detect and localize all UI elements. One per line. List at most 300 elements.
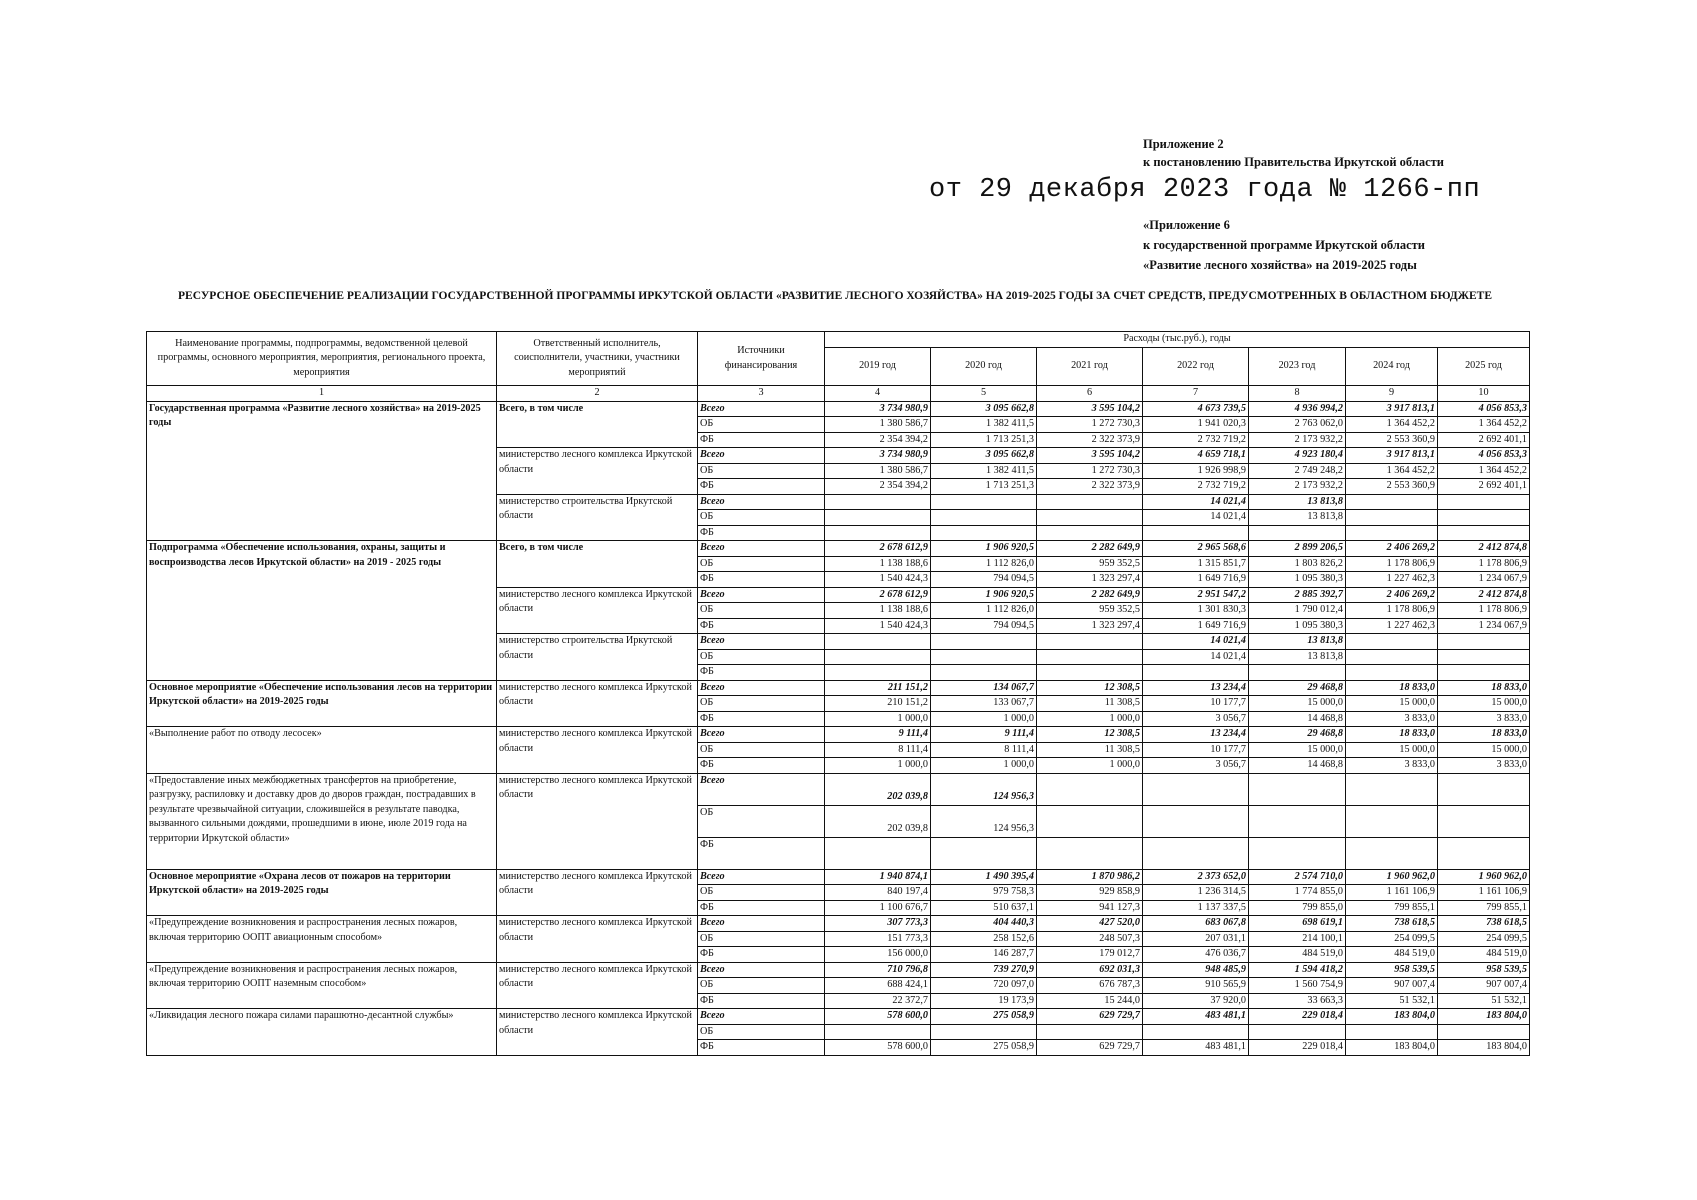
expense-value: 18 833,0 — [1438, 680, 1530, 696]
expense-value: 1 649 716,9 — [1143, 618, 1249, 634]
expense-value: 484 519,0 — [1438, 947, 1530, 963]
expense-value — [1346, 805, 1438, 837]
expense-value — [1438, 525, 1530, 541]
expense-value: 275 058,9 — [931, 1009, 1037, 1025]
expense-value — [1438, 805, 1530, 837]
expense-value — [1346, 510, 1438, 526]
table-row — [147, 1009, 1530, 1025]
expense-value: 4 936 994,2 — [1249, 401, 1346, 417]
funding-source: ОБ — [698, 417, 825, 433]
expense-value: 210 151,2 — [825, 696, 931, 712]
expense-value: 2 899 206,5 — [1249, 541, 1346, 557]
expense-value: 37 920,0 — [1143, 993, 1249, 1009]
expense-value: 1 380 586,7 — [825, 417, 931, 433]
expense-value: 629 729,7 — [1037, 1040, 1143, 1056]
expense-value: 202 039,8 — [825, 805, 931, 837]
expense-value: 958 539,5 — [1346, 962, 1438, 978]
expense-value: 3 833,0 — [1346, 711, 1438, 727]
expense-value — [1143, 837, 1249, 869]
header-year: 2025 год — [1438, 347, 1530, 385]
expense-value: 1 803 826,2 — [1249, 556, 1346, 572]
expense-value: 179 012,7 — [1037, 947, 1143, 963]
expense-value — [1249, 665, 1346, 681]
expense-value — [1143, 1024, 1249, 1040]
funding-source: ФБ — [698, 837, 825, 869]
expense-value: 739 270,9 — [931, 962, 1037, 978]
expense-value: 1 178 806,9 — [1438, 603, 1530, 619]
expense-value: 1 178 806,9 — [1346, 556, 1438, 572]
expense-value: 29 468,8 — [1249, 680, 1346, 696]
funding-source: ФБ — [698, 947, 825, 963]
expense-value: 698 619,1 — [1249, 916, 1346, 932]
program-item-name: «Выполнение работ по отводу лесосек» — [147, 727, 497, 774]
expense-value: 14 021,4 — [1143, 649, 1249, 665]
expense-value: 1 227 462,3 — [1346, 572, 1438, 588]
expense-value — [1438, 773, 1530, 805]
expense-value: 3 595 104,2 — [1037, 448, 1143, 464]
expense-value: 799 855,1 — [1438, 900, 1530, 916]
expense-value: 794 094,5 — [931, 618, 1037, 634]
expense-value: 3 056,7 — [1143, 711, 1249, 727]
expense-value: 3 095 662,8 — [931, 448, 1037, 464]
expense-value: 15 000,0 — [1438, 742, 1530, 758]
expense-value: 1 540 424,3 — [825, 572, 931, 588]
responsible-executor: министерство лесного комплекса Иркутской области — [497, 962, 698, 1009]
expense-value: 1 774 855,0 — [1249, 885, 1346, 901]
expense-value: 2 678 612,9 — [825, 541, 931, 557]
funding-source: ОБ — [698, 696, 825, 712]
expense-value: 156 000,0 — [825, 947, 931, 963]
responsible-executor: министерство лесного комплекса Иркутской области — [497, 680, 698, 727]
expense-value — [1249, 805, 1346, 837]
expense-value: 3 917 813,1 — [1346, 448, 1438, 464]
table-row — [147, 401, 1530, 417]
funding-source: ФБ — [698, 993, 825, 1009]
program-item-name: «Предупреждение возникновения и распространения лесных пожаров, включая территорию ООПТ авиационным способом» — [147, 916, 497, 963]
expense-value: 3 734 980,9 — [825, 448, 931, 464]
expense-value: 33 663,3 — [1249, 993, 1346, 1009]
expense-value: 1 272 730,3 — [1037, 463, 1143, 479]
expense-value: 2 282 649,9 — [1037, 587, 1143, 603]
expense-value: 1 713 251,3 — [931, 479, 1037, 495]
expense-value — [1037, 649, 1143, 665]
column-number: 7 — [1143, 386, 1249, 402]
funding-source: Всего — [698, 448, 825, 464]
expense-value: 683 067,8 — [1143, 916, 1249, 932]
expense-value — [825, 1024, 931, 1040]
funding-source: Всего — [698, 587, 825, 603]
expense-value: 14 021,4 — [1143, 494, 1249, 510]
expense-value — [1438, 494, 1530, 510]
table-row — [147, 869, 1530, 885]
expense-value: 248 507,3 — [1037, 931, 1143, 947]
expense-value: 18 833,0 — [1438, 727, 1530, 743]
funding-source: ОБ — [698, 742, 825, 758]
table-row — [147, 773, 1530, 805]
column-number: 9 — [1346, 386, 1438, 402]
column-number: 3 — [698, 386, 825, 402]
expense-value: 13 813,8 — [1249, 510, 1346, 526]
column-number: 10 — [1438, 386, 1530, 402]
column-number: 4 — [825, 386, 931, 402]
expense-value: 738 618,5 — [1346, 916, 1438, 932]
responsible-executor: министерство строительства Иркутской области — [497, 634, 698, 681]
expense-value: 4 659 718,1 — [1143, 448, 1249, 464]
expense-value: 1 000,0 — [1037, 758, 1143, 774]
expense-value: 948 485,9 — [1143, 962, 1249, 978]
expense-value: 1 161 106,9 — [1346, 885, 1438, 901]
program-item-name: «Ликвидация лесного пожара силами парашютно-десантной службы» — [147, 1009, 497, 1056]
expense-value: 794 094,5 — [931, 572, 1037, 588]
expense-value: 13 813,8 — [1249, 634, 1346, 650]
expense-value: 1 137 337,5 — [1143, 900, 1249, 916]
expense-value: 15 000,0 — [1249, 696, 1346, 712]
program-item-name: Подпрограмма «Обеспечение использования, охраны, защиты и воспроизводства лесов Иркутской области» на 2019 - 2025 годы — [147, 541, 497, 681]
expense-value: 720 097,0 — [931, 978, 1037, 994]
expense-value — [1037, 805, 1143, 837]
expense-value — [931, 634, 1037, 650]
expense-value: 2 282 649,9 — [1037, 541, 1143, 557]
funding-source: Всего — [698, 773, 825, 805]
expense-value: 1 364 452,2 — [1346, 417, 1438, 433]
table-row — [147, 680, 1530, 696]
expense-value: 1 364 452,2 — [1346, 463, 1438, 479]
funding-source: ОБ — [698, 463, 825, 479]
expense-value: 1 364 452,2 — [1438, 417, 1530, 433]
expense-value: 2 322 373,9 — [1037, 479, 1143, 495]
expense-value: 799 855,0 — [1249, 900, 1346, 916]
expense-value: 15 000,0 — [1346, 696, 1438, 712]
expense-value: 1 941 020,3 — [1143, 417, 1249, 433]
expense-value: 578 600,0 — [825, 1040, 931, 1056]
expense-value: 15 000,0 — [1249, 742, 1346, 758]
expense-value: 578 600,0 — [825, 1009, 931, 1025]
expense-value: 1 315 851,7 — [1143, 556, 1249, 572]
expense-value: 183 804,0 — [1346, 1009, 1438, 1025]
expense-value: 404 440,3 — [931, 916, 1037, 932]
funding-source: ОБ — [698, 885, 825, 901]
expense-value: 1 790 012,4 — [1249, 603, 1346, 619]
expense-value: 202 039,8 — [825, 773, 931, 805]
expense-value: 4 673 739,5 — [1143, 401, 1249, 417]
expense-value — [1438, 665, 1530, 681]
expense-value — [1346, 649, 1438, 665]
expense-value: 3 056,7 — [1143, 758, 1249, 774]
expense-value — [825, 665, 931, 681]
expense-value: 2 322 373,9 — [1037, 432, 1143, 448]
expense-value — [1346, 494, 1438, 510]
expense-value: 11 308,5 — [1037, 696, 1143, 712]
responsible-executor: министерство лесного комплекса Иркутской области — [497, 448, 698, 495]
expense-value: 15 000,0 — [1346, 742, 1438, 758]
funding-source: ОБ — [698, 978, 825, 994]
funding-source: Всего — [698, 494, 825, 510]
expense-value: 229 018,4 — [1249, 1009, 1346, 1025]
expense-value: 12 308,5 — [1037, 680, 1143, 696]
expense-value: 14 468,8 — [1249, 758, 1346, 774]
expense-value: 275 058,9 — [931, 1040, 1037, 1056]
expense-value: 18 833,0 — [1346, 727, 1438, 743]
funding-source: ФБ — [698, 758, 825, 774]
expense-value: 1 906 920,5 — [931, 587, 1037, 603]
expense-value: 2 173 932,2 — [1249, 432, 1346, 448]
expense-value — [1346, 665, 1438, 681]
expense-value — [1438, 837, 1530, 869]
expense-value: 2 553 360,9 — [1346, 432, 1438, 448]
expense-value: 1 560 754,9 — [1249, 978, 1346, 994]
program-item-name: Государственная программа «Развитие лесного хозяйства» на 2019-2025 годы — [147, 401, 497, 541]
column-number: 1 — [147, 386, 497, 402]
expense-value: 13 234,4 — [1143, 680, 1249, 696]
funding-source: ФБ — [698, 711, 825, 727]
expense-value — [1143, 773, 1249, 805]
expense-value: 692 031,3 — [1037, 962, 1143, 978]
expense-value: 1 382 411,5 — [931, 417, 1037, 433]
expense-value: 1 234 067,9 — [1438, 618, 1530, 634]
expense-value: 1 138 188,6 — [825, 603, 931, 619]
expense-value: 1 000,0 — [931, 711, 1037, 727]
expense-value: 1 490 395,4 — [931, 869, 1037, 885]
expense-value: 151 773,3 — [825, 931, 931, 947]
expense-value — [1346, 837, 1438, 869]
document-title: РЕСУРСНОЕ ОБЕСПЕЧЕНИЕ РЕАЛИЗАЦИИ ГОСУДАРСТВЕННОЙ ПРОГРАММЫ ИРКУТСКОЙ ОБЛАСТИ «РАЗВИТИЕ ЛЕСНОГО ХОЗЯЙСТВА» НА 2019-2025 ГОДЫ ЗА СЧЕТ СРЕДСТВ, ПРЕДУСМОТРЕННЫХ В ОБЛАСТНОМ БЮДЖЕТЕ — [178, 290, 1492, 302]
expense-value: 688 424,1 — [825, 978, 931, 994]
expense-value: 9 111,4 — [931, 727, 1037, 743]
expense-value: 146 287,7 — [931, 947, 1037, 963]
expense-value — [1143, 525, 1249, 541]
expense-value: 483 481,1 — [1143, 1040, 1249, 1056]
table-row — [147, 916, 1530, 932]
expense-value: 258 152,6 — [931, 931, 1037, 947]
expense-value: 799 855,1 — [1346, 900, 1438, 916]
expense-value: 211 151,2 — [825, 680, 931, 696]
expense-value: 51 532,1 — [1346, 993, 1438, 1009]
responsible-executor: министерство лесного комплекса Иркутской области — [497, 916, 698, 963]
expense-value: 484 519,0 — [1346, 947, 1438, 963]
funding-source: Всего — [698, 680, 825, 696]
program-item-name: Основное мероприятие «Охрана лесов от пожаров на территории Иркутской области» на 2019-2025 годы — [147, 869, 497, 916]
table-body — [147, 401, 1530, 1055]
header-expenses: Расходы (тыс.руб.), годы — [825, 332, 1530, 348]
expense-value: 15 244,0 — [1037, 993, 1143, 1009]
funding-source: ОБ — [698, 510, 825, 526]
resource-table — [146, 331, 1530, 1056]
expense-value: 2 574 710,0 — [1249, 869, 1346, 885]
expense-value: 1 649 716,9 — [1143, 572, 1249, 588]
responsible-executor: министерство лесного комплекса Иркутской области — [497, 1009, 698, 1056]
expense-value: 254 099,5 — [1346, 931, 1438, 947]
expense-value — [1249, 525, 1346, 541]
expense-value: 840 197,4 — [825, 885, 931, 901]
expense-value — [825, 510, 931, 526]
expense-value: 229 018,4 — [1249, 1040, 1346, 1056]
expense-value: 2 354 394,2 — [825, 479, 931, 495]
expense-value: 483 481,1 — [1143, 1009, 1249, 1025]
expense-value — [1037, 634, 1143, 650]
expense-value: 2 678 612,9 — [825, 587, 931, 603]
expense-value: 307 773,3 — [825, 916, 931, 932]
expense-value: 2 749 248,2 — [1249, 463, 1346, 479]
expense-value: 476 036,7 — [1143, 947, 1249, 963]
expense-value: 1 540 424,3 — [825, 618, 931, 634]
expense-value: 1 382 411,5 — [931, 463, 1037, 479]
expense-value: 12 308,5 — [1037, 727, 1143, 743]
expense-value: 2 412 874,8 — [1438, 587, 1530, 603]
funding-source: ОБ — [698, 603, 825, 619]
header-year: 2022 год — [1143, 347, 1249, 385]
expense-value: 710 796,8 — [825, 962, 931, 978]
expense-value: 124 956,3 — [931, 773, 1037, 805]
column-number: 8 — [1249, 386, 1346, 402]
expense-value: 2 406 269,2 — [1346, 541, 1438, 557]
responsible-executor: министерство лесного комплекса Иркутской области — [497, 869, 698, 916]
expense-value: 941 127,3 — [1037, 900, 1143, 916]
responsible-executor: министерство лесного комплекса Иркутской области — [497, 773, 698, 869]
expense-value — [1346, 525, 1438, 541]
expense-value: 29 468,8 — [1249, 727, 1346, 743]
expense-value: 1 000,0 — [1037, 711, 1143, 727]
expense-value: 1 000,0 — [931, 758, 1037, 774]
expense-value — [1249, 773, 1346, 805]
expense-value — [1037, 773, 1143, 805]
expense-value: 10 177,7 — [1143, 696, 1249, 712]
expense-value: 183 804,0 — [1346, 1040, 1438, 1056]
expense-value: 484 519,0 — [1249, 947, 1346, 963]
header-year: 2023 год — [1249, 347, 1346, 385]
expense-value: 738 618,5 — [1438, 916, 1530, 932]
decree-date-stamp: от 29 декабря 2023 года № 1266-пп — [929, 175, 1481, 205]
expense-value: 1 236 314,5 — [1143, 885, 1249, 901]
expense-value — [931, 525, 1037, 541]
expense-value — [1143, 665, 1249, 681]
expense-value: 929 858,9 — [1037, 885, 1143, 901]
funding-source: ОБ — [698, 931, 825, 947]
expense-value: 15 000,0 — [1438, 696, 1530, 712]
expense-value: 1 301 830,3 — [1143, 603, 1249, 619]
program-appendix-header — [1143, 215, 1425, 275]
expense-value — [825, 634, 931, 650]
expense-value: 1 364 452,2 — [1438, 463, 1530, 479]
expense-value: 13 234,4 — [1143, 727, 1249, 743]
header-year: 2020 год — [931, 347, 1037, 385]
expense-value: 510 637,1 — [931, 900, 1037, 916]
expense-value: 2 692 401,1 — [1438, 479, 1530, 495]
expense-value: 1 870 986,2 — [1037, 869, 1143, 885]
expense-value: 18 833,0 — [1346, 680, 1438, 696]
expense-value: 254 099,5 — [1438, 931, 1530, 947]
funding-source: ФБ — [698, 572, 825, 588]
column-number: 6 — [1037, 386, 1143, 402]
expense-value: 13 813,8 — [1249, 649, 1346, 665]
expense-value: 51 532,1 — [1438, 993, 1530, 1009]
expense-value: 1 112 826,0 — [931, 603, 1037, 619]
expense-value: 1 960 962,0 — [1346, 869, 1438, 885]
funding-source: Всего — [698, 1009, 825, 1025]
expense-value: 183 804,0 — [1438, 1040, 1530, 1056]
header-year: 2021 год — [1037, 347, 1143, 385]
program-appendix-reference: к государственной программе Иркутской области — [1143, 238, 1426, 252]
appendix-reference: к постановлению Правительства Иркутской области — [1143, 155, 1444, 169]
expense-value: 13 813,8 — [1249, 494, 1346, 510]
table-row — [147, 962, 1530, 978]
funding-source: Всего — [698, 727, 825, 743]
appendix-header — [1143, 135, 1444, 171]
table-row — [147, 727, 1530, 743]
expense-value — [1143, 805, 1249, 837]
expense-value: 1 138 188,6 — [825, 556, 931, 572]
expense-value: 2 763 062,0 — [1249, 417, 1346, 433]
funding-source: ОБ — [698, 556, 825, 572]
expense-value: 8 111,4 — [825, 742, 931, 758]
table-row — [147, 541, 1530, 557]
expense-value: 19 173,9 — [931, 993, 1037, 1009]
expense-value: 207 031,1 — [1143, 931, 1249, 947]
program-appendix-name: «Развитие лесного хозяйства» на 2019-2025 годы — [1143, 258, 1417, 272]
program-item-name: «Предупреждение возникновения и распространения лесных пожаров, включая территорию ООПТ наземным способом» — [147, 962, 497, 1009]
expense-value — [1037, 525, 1143, 541]
expense-value — [1037, 837, 1143, 869]
expense-value — [1037, 665, 1143, 681]
expense-value: 1 323 297,4 — [1037, 572, 1143, 588]
responsible-executor: министерство строительства Иркутской области — [497, 494, 698, 541]
expense-value: 1 906 920,5 — [931, 541, 1037, 557]
expense-value: 676 787,3 — [1037, 978, 1143, 994]
expense-value: 1 178 806,9 — [1438, 556, 1530, 572]
expense-value: 124 956,3 — [931, 805, 1037, 837]
expense-value: 22 372,7 — [825, 993, 931, 1009]
expense-value — [1037, 510, 1143, 526]
expense-value — [825, 494, 931, 510]
funding-source: ОБ — [698, 805, 825, 837]
expense-value: 14 021,4 — [1143, 510, 1249, 526]
expense-value: 1 100 676,7 — [825, 900, 931, 916]
expense-value: 3 095 662,8 — [931, 401, 1037, 417]
funding-source: ФБ — [698, 1040, 825, 1056]
expense-value: 2 951 547,2 — [1143, 587, 1249, 603]
expense-value: 2 732 719,2 — [1143, 479, 1249, 495]
expense-value: 14 021,4 — [1143, 634, 1249, 650]
expense-value: 1 178 806,9 — [1346, 603, 1438, 619]
funding-source: ФБ — [698, 900, 825, 916]
expense-value: 2 692 401,1 — [1438, 432, 1530, 448]
expense-value: 3 833,0 — [1438, 711, 1530, 727]
expense-value: 2 965 568,6 — [1143, 541, 1249, 557]
funding-source: ФБ — [698, 479, 825, 495]
expense-value: 1 234 067,9 — [1438, 572, 1530, 588]
expense-value: 11 308,5 — [1037, 742, 1143, 758]
funding-source: Всего — [698, 962, 825, 978]
funding-source: Всего — [698, 869, 825, 885]
expense-value: 9 111,4 — [825, 727, 931, 743]
expense-value — [1438, 649, 1530, 665]
expense-value — [1037, 494, 1143, 510]
expense-value: 3 917 813,1 — [1346, 401, 1438, 417]
funding-source: Всего — [698, 916, 825, 932]
expense-value — [825, 525, 931, 541]
expense-value — [931, 510, 1037, 526]
expense-value: 427 520,0 — [1037, 916, 1143, 932]
column-number: 5 — [931, 386, 1037, 402]
expense-value — [1438, 510, 1530, 526]
column-number-row — [147, 386, 1530, 402]
expense-value — [931, 494, 1037, 510]
expense-value: 1 926 998,9 — [1143, 463, 1249, 479]
expense-value: 8 111,4 — [931, 742, 1037, 758]
expense-value — [1438, 1024, 1530, 1040]
expense-value: 4 056 853,3 — [1438, 401, 1530, 417]
expense-value: 10 177,7 — [1143, 742, 1249, 758]
expense-value: 2 373 652,0 — [1143, 869, 1249, 885]
